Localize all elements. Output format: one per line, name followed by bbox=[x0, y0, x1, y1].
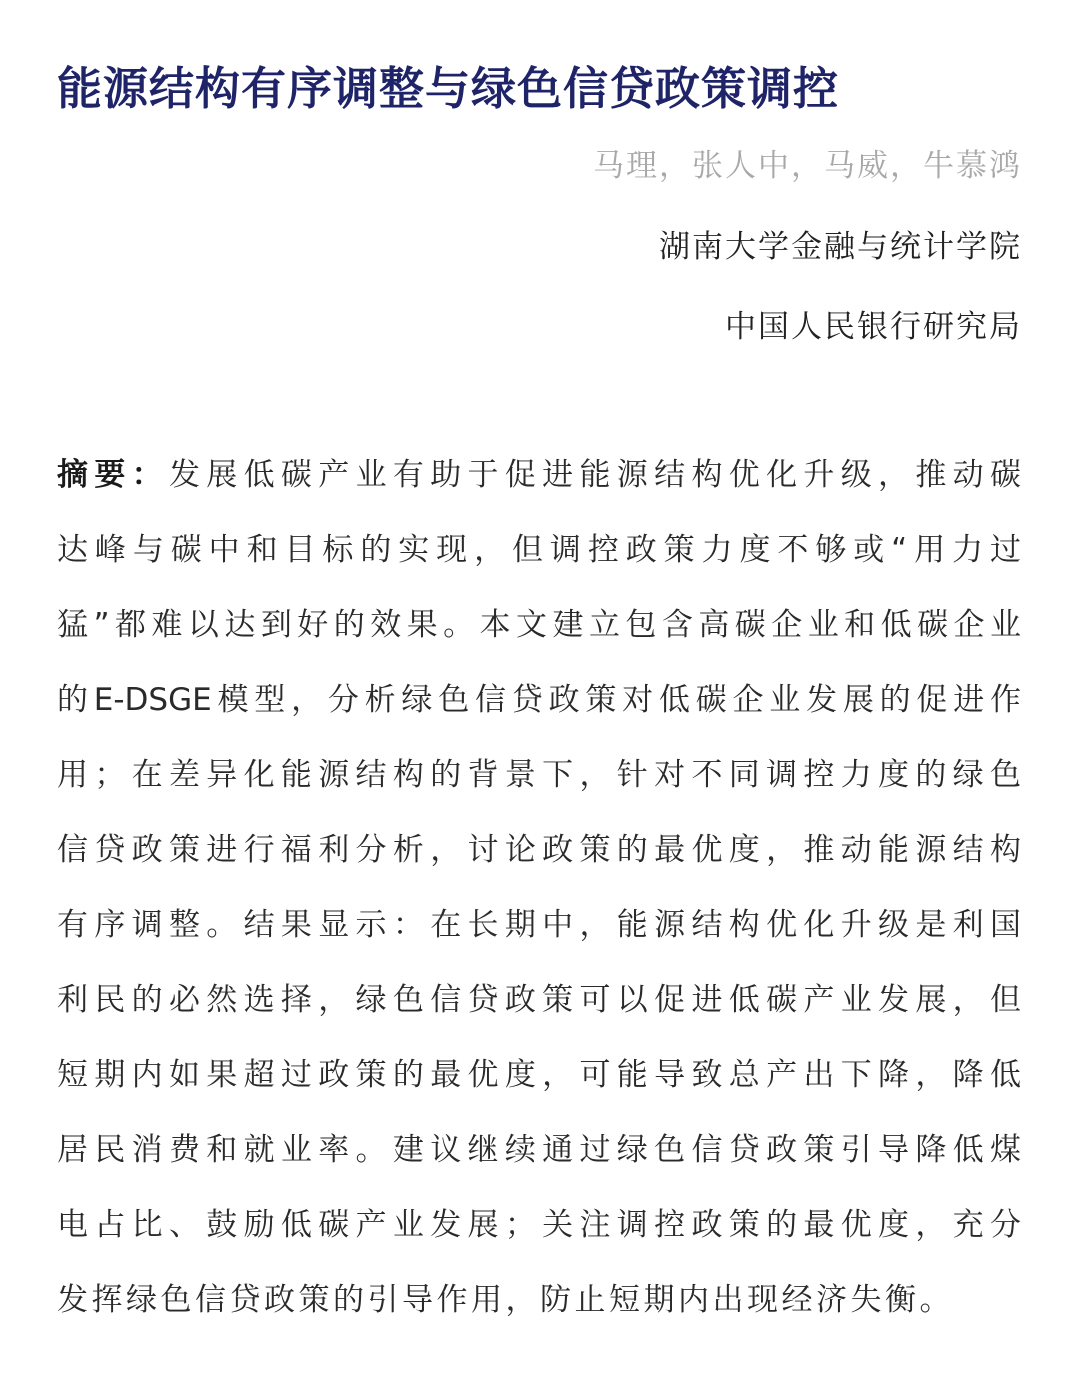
abstract-line: 短期内如果超过政策的最优度，可能导致总产出下降，降低 bbox=[57, 1057, 1021, 1093]
abstract-line: 猛”都难以达到好的效果。本文建立包含高碳企业和低碳企业 bbox=[57, 607, 1021, 643]
abstract-line: 电占比、鼓励低碳产业发展；关注调控政策的最优度，充分 bbox=[57, 1207, 1021, 1243]
abstract-line: 发挥绿色信贷政策的引导作用，防止短期内出现经济失衡。 bbox=[57, 1282, 954, 1318]
abstract-text: 发展低碳产业有助于促进能源结构优化升级，推动碳 bbox=[168, 457, 1022, 493]
abstract-line: 信贷政策进行福利分析，讨论政策的最优度，推动能源结构 bbox=[57, 832, 1021, 868]
affiliation-1: 湖南大学金融与统计学院 bbox=[659, 229, 1022, 265]
abstract-label: 摘要： bbox=[57, 457, 169, 493]
affiliation-2: 中国人民银行研究局 bbox=[725, 309, 1022, 345]
abstract-line: 的E-DSGE模型，分析绿色信贷政策对低碳企业发展的促进作 bbox=[57, 682, 1021, 718]
abstract bbox=[57, 452, 1021, 1352]
abstract-line: 有序调整。结果显示：在长期中，能源结构优化升级是利国 bbox=[57, 907, 1021, 943]
authors: 马理，张人中，马威，牛慕鸿 bbox=[593, 148, 1022, 184]
abstract-line: 利民的必然选择，绿色信贷政策可以促进低碳产业发展，但 bbox=[57, 982, 1021, 1018]
abstract-line: 达峰与碳中和目标的实现，但调控政策力度不够或“用力过 bbox=[57, 532, 1021, 568]
abstract-line bbox=[57, 452, 1021, 527]
article-title: 能源结构有序调整与绿色信贷政策调控 bbox=[57, 62, 840, 115]
abstract-line: 用；在差异化能源结构的背景下，针对不同调控力度的绿色 bbox=[57, 757, 1021, 793]
abstract-line: 居民消费和就业率。建议继续通过绿色信贷政策引导降低煤 bbox=[57, 1132, 1021, 1168]
